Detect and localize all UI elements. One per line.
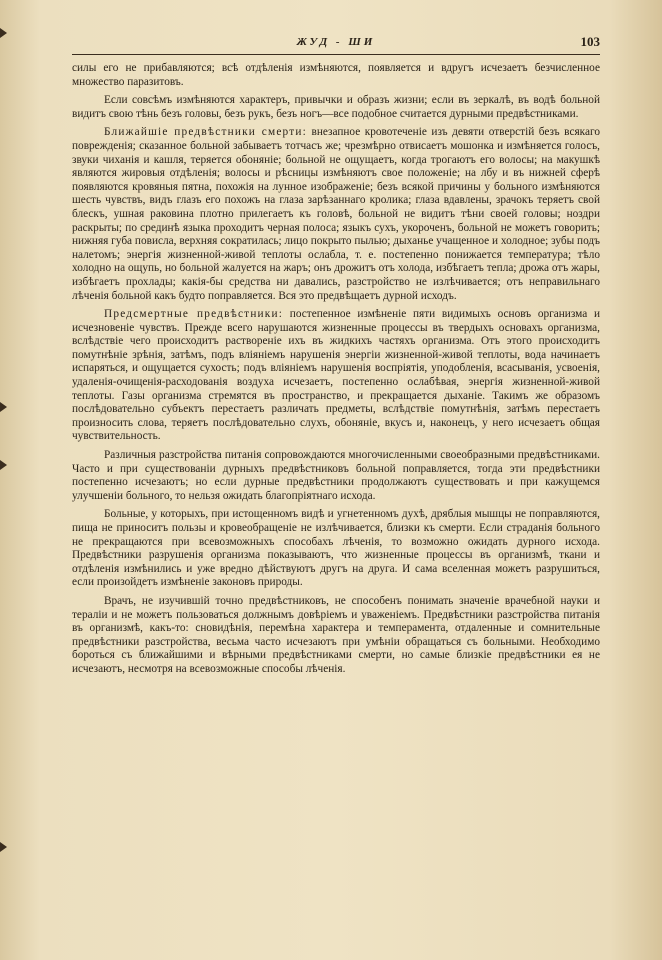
paragraph-text: силы его не прибавляются; всѣ отдѣленія измѣняются, появляется и вдругъ исчезаетъ безчисленное множество паразитовъ. — [72, 62, 600, 88]
paragraph-text: Врачъ, не изучившій точно предвѣстниковъ, не способенъ понимать значеніе врачебной науки и тераліи и не можетъ пользоваться должнымъ довѣріемъ и уваженіемъ. Предвѣстники разстройства питанія въ организмѣ, какъ-то: сновидѣнія, перемѣна характера и темперамента, отдаленные и сомнительные предвѣстники разстройства, весьма часто исчезаютъ при умѣніи обращаться съ больными. Необходимо бороться съ ближайшими и вѣрными предвѣстниками смерти, но самые близкіе предвѣстники ея не исчезаютъ, несмотря на всевозможные способы лѣченія. — [72, 594, 600, 675]
page-number: 103 — [580, 34, 600, 49]
binding-mark — [0, 842, 7, 852]
paragraph-lead: Ближайшіе предвѣстники смерти: — [104, 126, 307, 139]
paragraph — [72, 126, 600, 303]
paragraph-text: внезапное кровотеченіе изъ девяти отверстій безъ всякаго поврежденія; сказанное больной забываетъ тотчасъ же; чрезмѣрно отвисаетъ мошонка и измѣняется голосъ, звуки чиханія и кашля, теряется обоняніе; больной не ощущаетъ, когда трогаютъ его волосы; на макушкѣ являются жировыя отдѣленія; волосы и рѣсницы измѣняютъ свое положеніе; на лбу и въ нижней сферѣ появляются кровяныя пятна, похожія на лунное изображеніе; безъ всякой причины у больного измѣняются шесть чувствъ, видъ глазъ его похожъ на глаза зарѣзаннаго кролика; глаза вдавлены, зрачокъ теряетъ свой блескъ, ушная раковина плотно прилегаетъ къ головѣ, больной не видитъ тѣни своей головы; ноздри раскрыты; по срединѣ языка проходитъ черная полоса; языкъ сухъ, укороченъ, больной не можетъ говорить; нижняя губа повисла, верхняя сократилась; лицо покрыто пылью; дыханье учащенное и холодное; зубы подъ налетомъ; энергія жизненной-живой теплоты ослабла, т. е. постепенно понижается температура; тѣло холодно на ощупь, но больной жалуется на жаръ; онъ дрожитъ отъ холода, избѣгаетъ тепла; дрожа отъ жары, избѣгаетъ прохлады; какія-бы средства ни давались, разстройство не излѣчивается; отъ неправильнаго лѣченія больной какъ будто поправляется. Вся это предвѣщаетъ дурной исходъ. — [72, 126, 600, 302]
page-header — [72, 36, 600, 56]
paragraph — [72, 595, 600, 677]
running-title: ЖУД - ШИ — [296, 36, 376, 48]
header-rule — [72, 54, 600, 55]
paragraph — [72, 449, 600, 503]
binding-mark — [0, 28, 7, 38]
paragraph-text: Если совсѣмъ измѣняются характеръ, привычки и образъ жизни; если въ зеркалѣ, въ водѣ больной видитъ свою тѣнь безъ головы, безъ рукъ, безъ ногъ—все подобное считается дурными предвѣстниками. — [72, 94, 600, 120]
body-text — [72, 62, 600, 682]
paragraph-text: Больные, у которыхъ, при истощенномъ видѣ и угнетенномъ духѣ, дряблыя мышцы не поправляются, пища не приноситъ пользы и кровеобращеніе не излѣчивается, близки къ смерти. Если страданія больного не прекращаются при всевозможныхъ способахъ лѣченія, то возможно ожидать дурного исхода. Предвѣстники разрушенія организма показываютъ, что жизненные процессы въ организмѣ, ткани и отдѣленія измѣнились и уже вредно дѣйствуютъ другъ на друга. И сама вселенная можетъ разрушиться, если произойдетъ измѣненіе законовъ природы. — [72, 508, 600, 589]
paragraph-lead: Предсмертные предвѣстники: — [104, 308, 284, 321]
paragraph — [72, 94, 600, 121]
paragraph-text: постепенное измѣненіе пяти видимыхъ основъ организма и исчезновеніе чувствъ. Прежде всего нарушаются жизненные процессы въ твердыхъ основахъ организма, вслѣдствіе чего происходитъ раствореніе ихъ въ жидкихъ частяхъ организма. Отъ этого происходитъ помутнѣніе зрѣнія, затѣмъ, подъ вліяніемъ нарушенія энергіи жизненной-живой теплоты, вода начинаетъ испаряться, и ощущается сухость; подъ вліяніемъ нарушенія воспріятія, уподобленія, всасыванія, усвоенія, удаленія-очищенія-расходованія воздуха исчезаетъ, постепенно ослабѣвая, энергія жизненной-живой теплоты. Газы организма стремятся въ пространство, и прекращается дыханіе. Такимъ же образомъ послѣдовательно субъектъ перестаетъ различать предметы, вслѣдствіе помутнѣнія, затѣмъ перестаетъ произносить слова, теряетъ послѣдовательно слухъ, обоняніе, вкусъ и, наконецъ, у него исчезаетъ общая чувствительность. — [72, 308, 600, 443]
paragraph — [72, 508, 600, 590]
paragraph — [72, 308, 600, 444]
paragraph — [72, 62, 600, 89]
paragraph-text: Различныя разстройства питанія сопровождаются многочисленными своеобразными предвѣстниками. Часто и при существованіи дурныхъ предвѣстниковъ больной поправляется, тогда эти предвѣстники постепенно исчезаютъ; но если дурные предвѣстники продолжаютъ существовать и при кажущемся улучшеніи больного, то нельзя ожидать благопріятнаго исхода. — [72, 449, 600, 502]
binding-mark — [0, 460, 7, 470]
binding-mark — [0, 402, 7, 412]
